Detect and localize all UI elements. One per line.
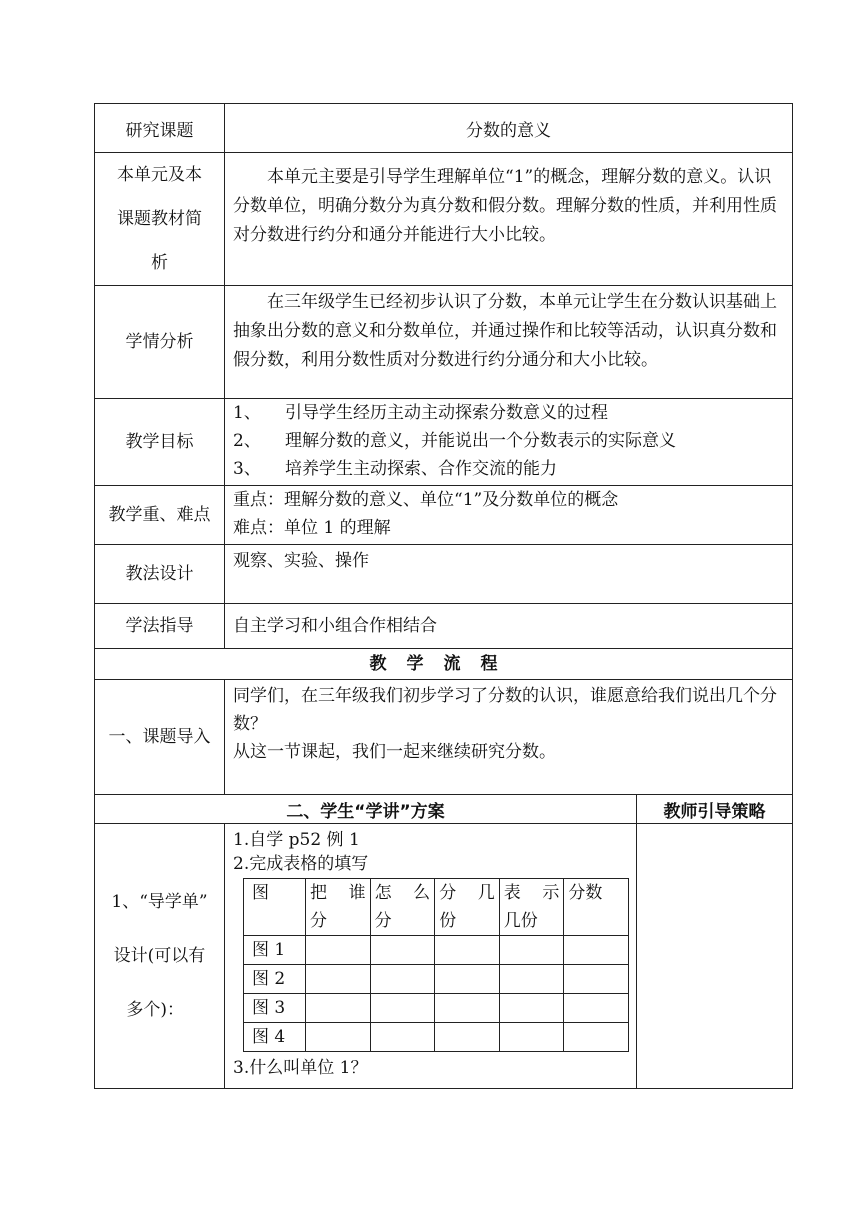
worksheet-cell[interactable] [435,1023,500,1052]
objective-number: 1、 [233,403,261,423]
teacher-strategy-cell[interactable] [637,824,793,1089]
objectives-label: 教学目标 [95,399,225,486]
worksheet-cell[interactable] [564,994,629,1023]
worksheet-cell[interactable] [499,936,564,965]
intro-label: 一、课题导入 [95,680,225,795]
worksheet-header: 分几 份 [435,879,500,936]
material-row [95,153,793,286]
worksheet-cell[interactable] [306,1023,371,1052]
key-point: 重点：理解分数的意义、单位“1”及分数单位的概念 [233,490,619,510]
objectives-list [225,399,793,486]
worksheet-cell[interactable] [499,965,564,994]
intro-line: 同学们，在三年级我们初步学习了分数的认识，谁愿意给我们说出几个分数？ [233,686,777,734]
objective-text: 引导学生经历主动主动探索分数意义的过程 [285,403,608,423]
objectives-row [95,399,793,486]
material-text: 本单元主要是引导学生理解单位“1”的概念，理解分数的意义。认识分数单位，明确分数分为真分数和假分数。理解分数的性质，并利用性质对分数进行约分和通分并能进行大小比较。 [225,153,793,286]
worksheet-cell[interactable] [435,965,500,994]
worksheet-row [244,965,629,994]
worksheet-row-label: 图 2 [244,965,306,994]
flow-title: 教学流程 [95,649,793,680]
plan-header-row [95,795,793,824]
objective-item [233,455,784,483]
worksheet-cell[interactable] [306,936,371,965]
plan-header-right: 教师引导策略 [637,795,793,824]
material-label-line: 本单元及本 [117,165,202,185]
worksheet-row-label: 图 1 [244,936,306,965]
keypoints-label: 教学重、难点 [95,486,225,545]
worksheet-row [244,1023,629,1052]
worksheet-cell[interactable] [306,994,371,1023]
guide-label [95,824,225,1089]
worksheet-header: 分数 [564,879,629,936]
worksheet-header: 怎么 分 [370,879,435,936]
objective-item [233,427,784,455]
keypoints-row [95,486,793,545]
guide-content [225,824,637,1089]
objective-number: 2、 [233,431,261,451]
method-label: 教法设计 [95,545,225,604]
material-label-line: 课题教材简 [117,209,202,229]
students-row [95,286,793,399]
topic-label: 研究课题 [95,104,225,153]
worksheet-header-row [244,879,629,936]
intro-line: 从这一节课起，我们一起来继续研究分数。 [233,742,556,762]
worksheet-cell[interactable] [564,1023,629,1052]
topic-value: 分数的意义 [225,104,793,153]
guide-label-line: 设计(可以有 [113,946,206,966]
objective-number: 3、 [233,459,261,479]
study-label: 学法指导 [95,604,225,649]
difficult-point: 难点：单位 1 的理解 [233,518,391,538]
worksheet-cell[interactable] [435,994,500,1023]
worksheet-header: 表示 几份 [499,879,564,936]
guide-label-line: 多个)： [126,1000,184,1020]
objective-text: 培养学生主动探索、合作交流的能力 [285,459,557,479]
worksheet-row-label: 图 3 [244,994,306,1023]
intro-content [225,680,793,795]
study-text: 自主学习和小组合作相结合 [225,604,793,649]
intro-row [95,680,793,795]
worksheet-header: 图 [244,879,306,936]
students-label: 学情分析 [95,286,225,399]
guide-label-line: 1、“导学单” [111,892,208,912]
lesson-plan-table [94,103,793,1089]
worksheet-cell[interactable] [370,936,435,965]
guide-step: 1.自学 p52 例 1 [233,830,360,850]
material-label-line: 析 [151,253,168,273]
worksheet-cell[interactable] [499,1023,564,1052]
topic-row [95,104,793,153]
worksheet-cell[interactable] [370,965,435,994]
study-row [95,604,793,649]
flow-title-row [95,649,793,680]
worksheet-cell[interactable] [370,1023,435,1052]
worksheet-cell[interactable] [306,965,371,994]
objective-text: 理解分数的意义，并能说出一个分数表示的实际意义 [285,431,676,451]
worksheet-cell[interactable] [564,936,629,965]
guide-step: 3.什么叫单位 1？ [233,1058,368,1078]
worksheet-table [243,878,629,1052]
worksheet-cell[interactable] [435,936,500,965]
method-row [95,545,793,604]
students-text: 在三年级学生已经初步认识了分数，本单元让学生在分数认识基础上抽象出分数的意义和分数单位，并通过操作和比较等活动，认识真分数和假分数，利用分数性质对分数进行约分通分和大小比较。 [225,286,793,399]
guide-step: 2.完成表格的填写 [233,854,369,874]
keypoints-content [225,486,793,545]
method-text: 观察、实验、操作 [225,545,793,604]
guide-row [95,824,793,1089]
worksheet-cell[interactable] [564,965,629,994]
plan-header-left: 二、学生“学讲”方案 [95,795,637,824]
worksheet-row-label: 图 4 [244,1023,306,1052]
worksheet-cell[interactable] [499,994,564,1023]
worksheet-cell[interactable] [370,994,435,1023]
objective-item [233,399,784,427]
material-label [95,153,225,286]
worksheet-row [244,994,629,1023]
worksheet-row [244,936,629,965]
worksheet-header: 把谁 分 [306,879,371,936]
